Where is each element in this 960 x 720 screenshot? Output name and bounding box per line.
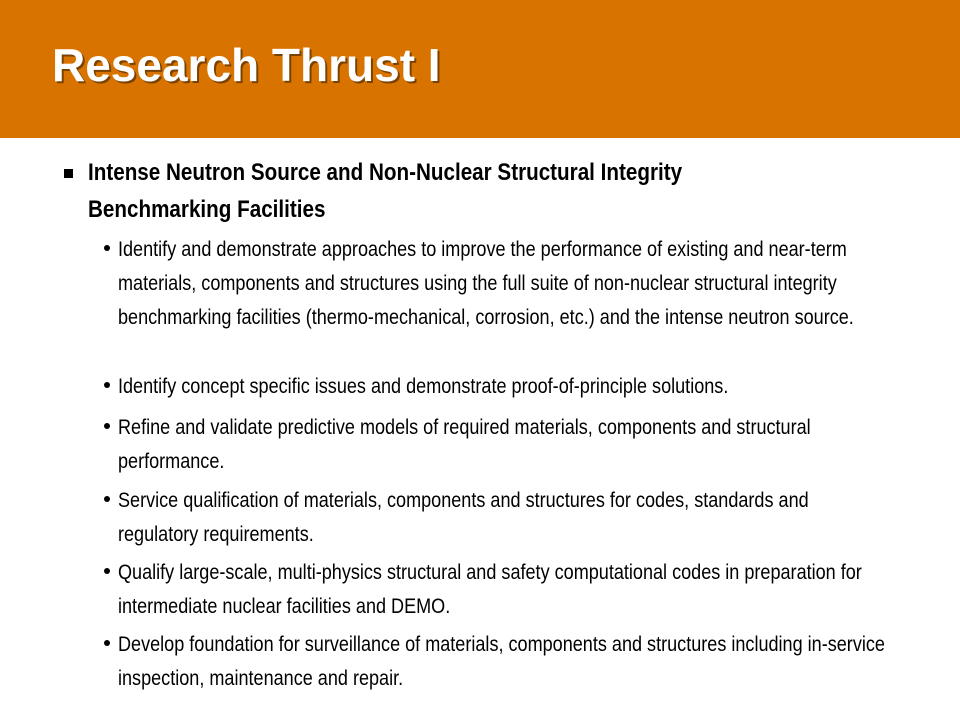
dot-bullet-icon bbox=[104, 496, 110, 502]
dot-bullet-icon bbox=[104, 568, 110, 574]
dot-bullet-icon bbox=[104, 640, 110, 646]
list-item-text: Identify and demonstrate approaches to improve the performance of existing and near-term materials, components and structures using the full suite of non-nuclear structural integrity benchmarking facilities (thermo-mechanical, corrosion, etc.) and the intense neutron source. bbox=[118, 238, 854, 329]
list-item-text: Refine and validate predictive models of required materials, components and structural performance. bbox=[118, 416, 811, 473]
dot-bullet-icon bbox=[104, 423, 110, 429]
square-bullet-icon bbox=[64, 169, 73, 178]
dot-bullet-icon bbox=[104, 382, 110, 388]
dot-bullet-icon bbox=[104, 245, 110, 251]
list-item-text: Qualify large-scale, multi-physics structural and safety computational codes in preparation for intermediate nuclear facilities and DEMO. bbox=[118, 561, 862, 618]
main-bullet-heading: Intense Neutron Source and Non-Nuclear Structural Integrity Benchmarking Facilities bbox=[88, 159, 683, 223]
list-item-text: Service qualification of materials, components and structures for codes, standards and regulatory requirements. bbox=[118, 489, 809, 546]
slide-title: Research Thrust I bbox=[52, 39, 441, 91]
title-bar bbox=[0, 0, 960, 138]
list-item-text: Develop foundation for surveillance of materials, components and structures including in-service inspection, maintenance and repair. bbox=[118, 633, 885, 690]
list-item-text: Identify concept specific issues and demonstrate proof-of-principle solutions. bbox=[118, 375, 729, 398]
